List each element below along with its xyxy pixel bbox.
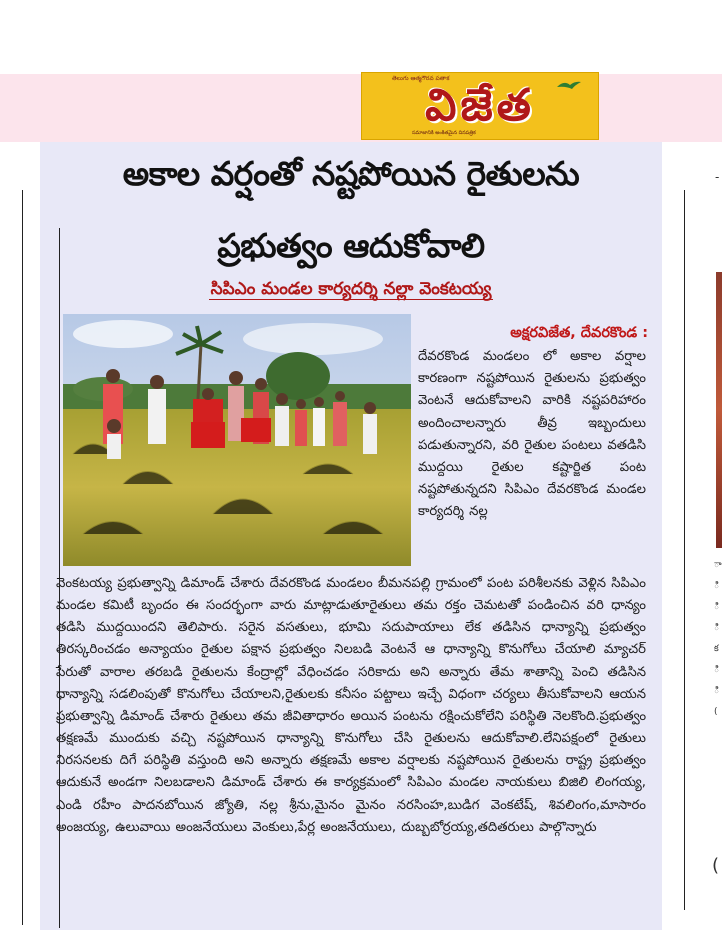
- article-lead-paragraph: దేవరకొండ మండలం లో అకాల వర్షాల కారణంగా నష్టపోయిన రైతులను ప్రభుత్వం వెంటనే ఆదుకోవాలని వారికి నష్టపరిహారం అందించాలన్నారు తీవ్ర ఇబ్బందులు పడుతున్నారని, వరి రైతుల పంటలు వతడిసి ముద్దయి రైతుల కష్టార్జిత పంట నష్టపోతున్నదని సిపిఎం దేవరకొండ మండల కార్యదర్శి నల్ల: [418, 349, 646, 520]
- newspaper-masthead: [361, 72, 599, 140]
- farmers-in-paddy-field-photo: [63, 314, 411, 566]
- top-margin: [0, 0, 722, 74]
- adjacent-article-text: ా ి ి ి క ి ి (: [714, 560, 722, 717]
- masthead-subline: సమాజానికి అంకితమైన దినపత్రిక: [412, 130, 476, 136]
- dateline: అక్షరవిజేత, దేవరకొండ :: [510, 325, 648, 341]
- column-rule-right: [684, 190, 685, 910]
- headline-line-2: ప్రభుత్వం ఆదుకోవాలి: [217, 226, 485, 265]
- adjacent-article-mark-2: (: [712, 855, 720, 876]
- headline-line-1: అకాల వర్షంతో నష్టపోయిన రైతులను: [122, 154, 580, 193]
- article-body: వెంకటయ్య ప్రభుత్వాన్ని డిమాండ్ చేశారు దేవరకొండ మండలం బీమనపల్లి గ్రామంలో పంట పరిశీలనకు వెళ్లిన సిపిఎం మండల కమిటీ బృందం ఈ సందర్భంగా వారు మాట్లాడుతూరైతులు తమ రక్తం చెమటతో పండించిన వరి ధాన్యం తడిసి ముద్దయిందని తెలిపారు. సరైన వసతులు, భూమి సదుపాయాలు లేక తడిసిన ధాన్యాన్ని ప్రభుత్వం తిరస్కరించడం అన్యాయం రైతుల పక్షాన ప్రభుత్వం నిలబడి వెంటనే ఆ ధాన్యాన్ని కొనుగోలు చేయాలి మ్యాచర్ పేరుతో వారాల తరబడి రైతులను కేంద్రాల్లో వేధించడం సరికాదు అని అన్నారు తేమ శాతాన్ని పెంచి తడిసిన ధాన్యాన్ని సడలింపుతో కొనుగోలు చేయాలని,రైతులకు కనీసం పట్టాలు ఇచ్చే విధంగా చర్యలు తీసుకోవాలని ఆయన ప్రభుత్వాన్ని డిమాండ్ చేశారు రైతులు తమ జీవితాధారం అయిన పంటను రక్షించుకోలేని పరిస్థితి నెలకొంది.ప్రభుత్వం తక్షణమే ముందుకు వచ్చి నష్టపోయిన ధాన్యాన్ని కొనుగోలు చేసి రైతులను ఆదుకోవాలి.లేనిపక్షంలో రైతులు నిరసనలకు దిగే పరిస్థితి వస్తుంది అని అన్నారు తక్షణమే అకాల వర్షాలకు నష్టపోయిన రైతులను రాష్ట్ర ప్రభుత్వం ఆదుకునే అండగా నిలబడాలని డిమాండ్ చేశారు ఈ కార్యక్రమంలో సిపిఎం మండల నాయకులు బిజిలి లింగయ్య, ఎండి రహీం పాదనబోయిన జ్యోతి, నల్ల శ్రీను,మైనం మైనం నరసింహ,బుడిగ వెంకటేష్, శివలింగం,మాసారం అంజయ్య, ఉలువాయి అంజనేయులు వెంకులు,పేర్ల అంజనేయులు, దుబ్బబోర్రయ్య,తదితరులు పాల్గొన్నారు: [56, 576, 646, 835]
- masthead-tagline: తెలుగు ఆత్మగౌరవ పతాక: [392, 75, 450, 82]
- adjacent-article-mark: -: [715, 170, 720, 184]
- column-rule-left: [22, 190, 23, 925]
- adjacent-article-photo: [716, 272, 722, 548]
- masthead-title: విజేత: [425, 80, 535, 131]
- byline-text: సిపిఎం మండల కార్యదర్శి నల్లా వెంకటయ్య: [210, 279, 492, 299]
- byline: [40, 276, 662, 302]
